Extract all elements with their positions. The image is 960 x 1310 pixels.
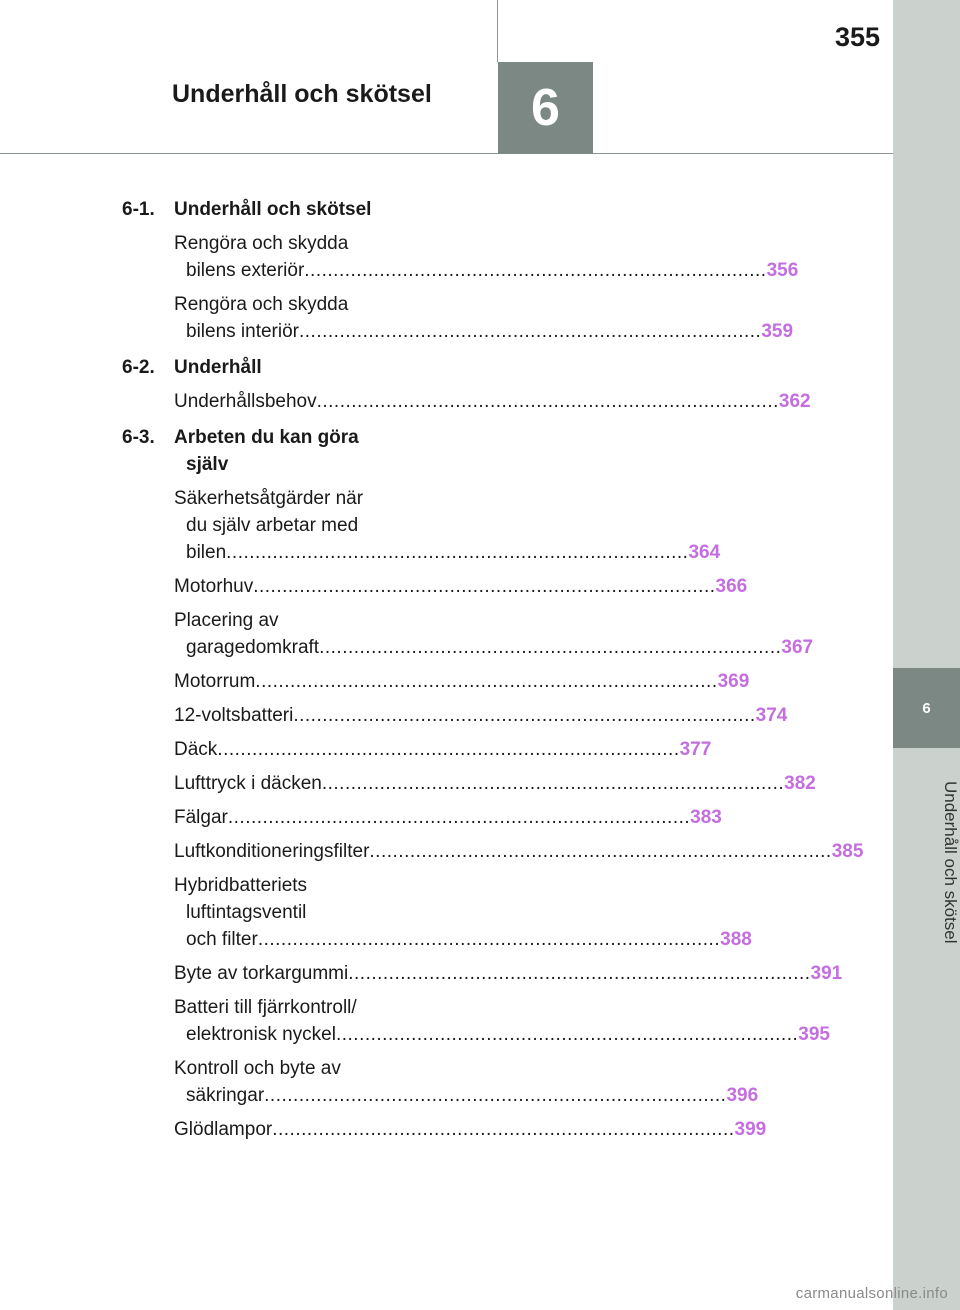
entry-spacer (122, 987, 464, 994)
section-title (174, 354, 464, 381)
toc-entry[interactable] (174, 1055, 759, 1109)
toc-entry-last-line (174, 838, 864, 865)
toc-entry-last-line (174, 736, 712, 763)
section-title-line: Arbeten du kan göra (174, 427, 359, 448)
toc-entry-line: Fälgar (174, 807, 228, 828)
toc-entry-last-line (174, 702, 788, 729)
entry-spacer (122, 223, 464, 230)
dot-leader: ................................................................................ (319, 637, 782, 658)
dot-leader: ................................................................................ (293, 705, 756, 726)
section-number: 6-1. (122, 199, 155, 220)
toc-entry-line: Kontroll och byte av (174, 1058, 341, 1079)
page-link[interactable]: 399 (734, 1119, 767, 1140)
entry-spacer (122, 695, 464, 702)
toc-entry[interactable] (174, 770, 816, 797)
toc-entry[interactable] (174, 702, 788, 729)
dot-leader: ................................................................................ (316, 391, 779, 412)
section-heading (122, 424, 464, 478)
page-link[interactable]: 366 (715, 576, 748, 597)
toc-entry-line: och filter (186, 929, 258, 950)
toc-entry-line: Motorrum (174, 671, 256, 692)
toc-entry[interactable] (174, 736, 712, 763)
toc-entry-line: Luftkonditioneringsfilter (174, 841, 370, 862)
toc-entry-last-line (174, 573, 748, 600)
dot-leader: ................................................................................ (227, 807, 691, 828)
toc-entry-line: Batteri till fjärrkontroll/ (174, 997, 357, 1018)
toc-entry-line: Motorhuv (174, 576, 254, 597)
toc-entry[interactable] (174, 485, 721, 566)
dot-leader: ................................................................................ (299, 321, 762, 342)
toc-entry[interactable] (174, 804, 722, 831)
toc-entry-line: säkringar (186, 1085, 265, 1106)
toc-entry-line: Rengöra och skydda (174, 294, 349, 315)
entry-spacer (122, 1109, 464, 1116)
toc-entry-last-line (174, 318, 794, 345)
toc-entry[interactable] (174, 1116, 767, 1143)
page-link[interactable]: 396 (726, 1085, 759, 1106)
toc-entry-last-line (174, 926, 752, 953)
page-link[interactable]: 377 (679, 739, 712, 760)
page-link[interactable]: 364 (688, 542, 721, 563)
toc-entry-line: Hybridbatteriets (174, 875, 308, 896)
toc-entry-line: Placering av (174, 610, 279, 631)
section-title-line: Underhåll (174, 357, 262, 378)
toc-entry[interactable] (174, 291, 794, 345)
chapter-number-box: 6 (498, 62, 593, 154)
section-title-line: själv (186, 454, 229, 475)
toc-entry[interactable] (174, 960, 843, 987)
dot-leader: ................................................................................ (253, 576, 716, 597)
side-tab-chapter-number[interactable]: 6 (893, 668, 960, 748)
section-title-line: Underhåll och skötsel (174, 199, 372, 220)
entry-spacer (122, 478, 464, 485)
page-link[interactable]: 359 (761, 321, 794, 342)
entry-spacer (122, 284, 464, 291)
toc-entry[interactable] (174, 388, 811, 415)
toc-entry-line: Glödlampor (174, 1119, 273, 1140)
page-link[interactable]: 356 (766, 260, 799, 281)
toc-entry-line: Däck (174, 739, 218, 760)
entry-spacer (122, 953, 464, 960)
section-number: 6-2. (122, 357, 155, 378)
toc-entry-line: garagedomkraft (186, 637, 320, 658)
dot-leader: ................................................................................ (272, 1119, 735, 1140)
page-number: 355 (834, 22, 880, 52)
toc-entry[interactable] (174, 838, 864, 865)
dot-leader: ................................................................................ (348, 963, 811, 984)
toc-entry-line: Säkerhetsåtgärder när (174, 488, 364, 509)
toc-entry-last-line (174, 1021, 830, 1048)
page-link[interactable]: 382 (784, 773, 816, 794)
toc-entry-last-line (174, 388, 811, 415)
entry-spacer (122, 381, 464, 388)
toc-entry[interactable] (174, 573, 748, 600)
toc-entry-last-line (174, 634, 814, 661)
entry-spacer (122, 600, 464, 607)
entry-spacer (122, 661, 464, 668)
table-of-contents (122, 196, 864, 1143)
entry-spacer (122, 797, 464, 804)
section-heading (122, 354, 464, 381)
dot-leader: ................................................................................ (335, 1024, 799, 1045)
toc-entry-line: luftintagsventil (186, 902, 307, 923)
section-spacer (122, 415, 464, 424)
page-link[interactable]: 362 (778, 391, 811, 412)
toc-entry-line: Underhållsbehov (174, 391, 317, 412)
toc-entry-line: 12-voltsbatteri (174, 705, 294, 726)
page-link[interactable]: 388 (720, 929, 752, 950)
toc-entry[interactable] (174, 607, 814, 661)
toc-entry-line: bilens interiör (186, 321, 299, 342)
entry-spacer (122, 831, 464, 838)
dot-leader: ................................................................................ (304, 260, 767, 281)
dot-leader: ................................................................................ (264, 1085, 727, 1106)
toc-entry-line: Lufttryck i däcken (174, 773, 322, 794)
section-title (174, 196, 464, 223)
toc-entry-last-line (174, 1082, 759, 1109)
side-index-strip (893, 0, 960, 1310)
page-link[interactable]: 395 (798, 1024, 830, 1045)
toc-entry-last-line (174, 539, 721, 566)
watermark: carmanualsonline.info (795, 1285, 948, 1302)
page-link[interactable]: 385 (831, 841, 864, 862)
toc-entry-line: elektronisk nyckel (186, 1024, 336, 1045)
toc-entry-line: Byte av torkargummi (174, 963, 349, 984)
toc-entry[interactable] (174, 872, 752, 953)
section-number: 6-3. (122, 427, 155, 448)
toc-entry-last-line (174, 804, 722, 831)
dot-leader: ................................................................................ (257, 929, 721, 950)
entry-spacer (122, 763, 464, 770)
toc-entry-last-line (174, 770, 816, 797)
toc-entry[interactable] (174, 668, 750, 695)
toc-entry-last-line (174, 1116, 767, 1143)
toc-entry-last-line (174, 257, 799, 284)
toc-entry-last-line (174, 668, 750, 695)
dot-leader: ................................................................................ (255, 671, 718, 692)
toc-entry-last-line (174, 960, 843, 987)
dot-leader: ................................................................................ (369, 841, 832, 862)
toc-entry-line: bilens exteriör (186, 260, 305, 281)
entry-spacer (122, 566, 464, 573)
page-link[interactable]: 369 (717, 671, 750, 692)
section-heading (122, 196, 464, 223)
toc-entry[interactable] (174, 994, 830, 1048)
page-link[interactable]: 383 (690, 807, 722, 828)
header-divider-vertical (497, 0, 498, 62)
entry-spacer (122, 1048, 464, 1055)
chapter-title: Underhåll och skötsel (172, 80, 432, 108)
section-title (174, 424, 464, 478)
toc-entry-line: Rengöra och skydda (174, 233, 349, 254)
section-spacer (122, 345, 464, 354)
toc-entry[interactable] (174, 230, 799, 284)
page-link[interactable]: 374 (755, 705, 788, 726)
header-divider (0, 153, 893, 154)
entry-spacer (122, 729, 464, 736)
page-link[interactable]: 391 (810, 963, 843, 984)
dot-leader: ................................................................................ (226, 542, 689, 563)
side-tab-label: Underhåll och skötsel (941, 780, 960, 944)
dot-leader: ................................................................................ (217, 739, 680, 760)
entry-spacer (122, 865, 464, 872)
toc-entry-line: du själv arbetar med (186, 515, 359, 536)
dot-leader: ................................................................................ (321, 773, 785, 794)
page-link[interactable]: 367 (781, 637, 814, 658)
toc-entry-line: bilen (186, 542, 227, 563)
